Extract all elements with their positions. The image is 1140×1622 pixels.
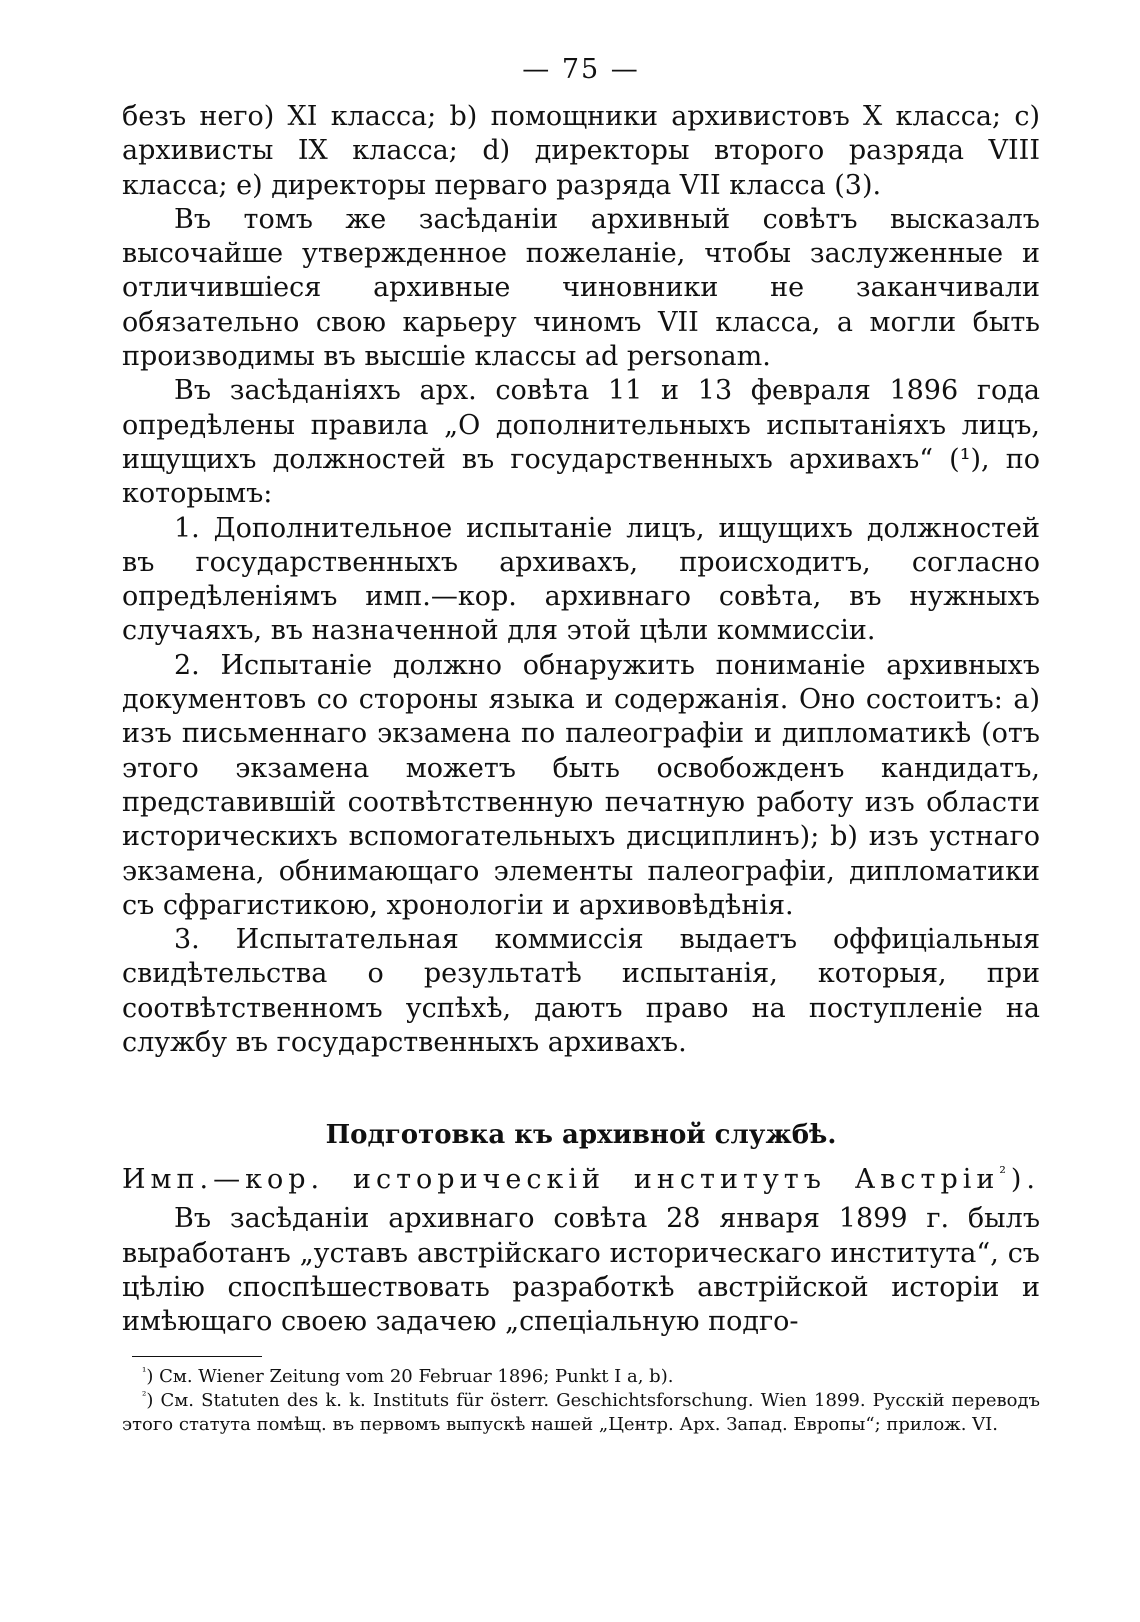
footnote-2 bbox=[122, 1389, 1040, 1437]
footnote-1-mark: ¹ bbox=[142, 1364, 147, 1378]
page-number: — 75 — bbox=[522, 54, 640, 85]
main-text bbox=[122, 100, 1040, 1060]
subheading-tail: ). bbox=[1010, 1164, 1040, 1196]
paragraph-1: безъ него) XI класса; b) помощники архивистовъ X класса; c) архивисты IX класса; d) директоры второго разряда VIII класса; e) директоры перваго разряда VII класса (3). bbox=[122, 101, 1040, 201]
paragraph-2: Въ томъ же засѣданіи архивный совѣтъ высказалъ высочайше утвержденное пожеланіе, чтобы заслуженные и отличившіеся архивные чиновники не заканчивали обязательно свою карьеру чиномъ VII класса, а могли быть производимы въ высшіе классы ad personam. bbox=[122, 203, 1040, 373]
section-subheading bbox=[122, 1160, 1040, 1200]
paragraph-5: 2. Испытаніе должно обнаружить пониманіе архивныхъ документовъ со стороны языка и содержанія. Оно состоитъ: a) изъ письменнаго экзамена по палеографіи и дипломатикѣ (отъ этого экзамена можетъ быть освобожденъ кандидатъ, представившій соотвѣтственную печатную работу изъ области историческихъ вспомогательныхъ дисциплинъ); b) изъ устнаго экзамена, обнимающаго элементы палеографіи, дипломатики съ сфрагистикою, хронологіи и архивовѣдѣнія. bbox=[122, 649, 1040, 921]
footnote-1 bbox=[122, 1365, 1040, 1389]
paragraph-3: Въ засѣданіяхъ арх. совѣта 11 и 13 февраля 1896 года опредѣлены правила „О дополнительныхъ испытаніяхъ лицъ, ищущихъ должностей въ государственныхъ архивахъ“ (¹), по которымъ: bbox=[122, 375, 1040, 510]
footnote-divider bbox=[132, 1356, 262, 1357]
subheading-footnote-mark: ² bbox=[999, 1163, 1011, 1183]
subheading-text: Имп.—кор. историческій институтъ Австріи bbox=[122, 1164, 1000, 1196]
footnote-2-mark: ² bbox=[142, 1388, 147, 1402]
footnote-2-text: ) См. Statuten des k. k. Instituts für österr. Geschichtsforschung. Wien 1899. Русскій переводъ этого статута помѣщ. въ первомъ выпускѣ нашей „Центр. Арх. Запад. Европы“; прилож. VI. bbox=[122, 1389, 1040, 1435]
paragraph-4: 1. Дополнительное испытаніе лицъ, ищущихъ должностей въ государственныхъ архивахъ, происходитъ, согласно опредѣленіямъ имп.—кор. архивнаго совѣта, въ нужныхъ случаяхъ, въ назначенной для этой цѣли коммиссіи. bbox=[122, 512, 1040, 647]
section-heading: Подготовка къ архивной службѣ. bbox=[325, 1120, 837, 1151]
section-paragraph: Въ засѣданіи архивнаго совѣта 28 января 1899 г. былъ выработанъ „уставъ австрійскаго историческаго института“, съ цѣлію споспѣшествовать разработкѣ австрійской исторіи и имѣющаго своею задачею „спеціальную подго- bbox=[122, 1203, 1040, 1338]
footnote-1-text: ) См. Wiener Zeitung vom 20 Februar 1896; Punkt I a, b). bbox=[146, 1365, 674, 1387]
section-text bbox=[122, 1202, 1040, 1339]
document-page bbox=[122, 50, 1040, 1437]
paragraph-6: 3. Испытательная коммиссія выдаетъ оффиціальныя свидѣтельства о результатѣ испытанія, которыя, при соотвѣтственномъ успѣхѣ, даютъ право на поступленіе на службу въ государственныхъ архивахъ. bbox=[122, 924, 1040, 1059]
footnotes bbox=[122, 1365, 1040, 1437]
